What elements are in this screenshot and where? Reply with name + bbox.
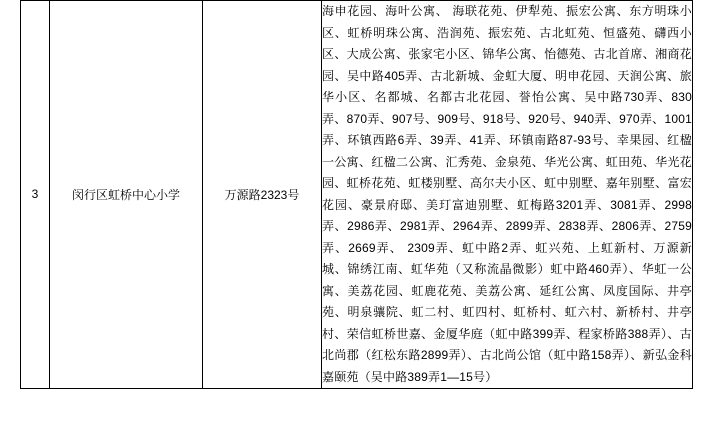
row-index-cell: 3 <box>21 1 50 389</box>
table-row <box>21 1 693 389</box>
enrollment-scope-cell <box>322 1 693 389</box>
school-name-cell: 闵行区虹桥中心小学 <box>50 1 203 389</box>
school-address-cell: 万源路2323号 <box>203 1 322 389</box>
school-enrollment-table <box>20 0 693 389</box>
table-body <box>21 1 693 389</box>
enrollment-scope-text: 海申花园、海叶公寓、 海联花苑、伊犁苑、振宏公寓、东方明珠小区、虹桥明珠公寓、浩润苑、振宏苑、古北虹苑、恒盛苑、礴西小区、大成公寓、张家宅小区、锦华公寓、怡德苑、古北首席、湘商花园、吴中路405弄、古北新城、金虹大厦、明申花园、天润公寓、旅华小区、名都城、名都古北花园、誉怡公寓、吴中路730弄、830弄、870弄、907号、909号、918号、920号、940弄、970弄、1001弄、环镇西路6弄、39弄、41弄、环镇南路87-93号、幸果园、红楹一公寓、红楹二公寓、汇秀苑、金泉苑、华光公寓、虹田苑、华光花园、虹桥花苑、虹楼别墅、高尔夫小区、虹中别墅、嘉年别墅、富宏花园、豪景府邸、美玎富迪别墅、虹梅路3201弄、3081弄、2998弄、2986弄、2981弄、2964弄、2899弄、2838弄、2806弄、2759弄、2669弄、 2309弄、虹中路2弄、虹兴苑、上虹新村、万源新城、锦绣江南、虹华苑（又称流晶微影）虹中路460弄）、华虹一公寓、美荔花园、虹鹿花苑、美荔公寓、延红公寓、凤度国际、井亭苑、明泉骧院、虹二村、虹四村、虹桥村、虹六村、新桥村、井亭村、荣信虹桥世嘉、金厦华庭（虹中路399弄、程家桥路388弄）、古北尚郡（红松东路2899弄）、古北尚公馆（虹中路158弄）、新弘金科嘉颐苑（吴中路389弄1—15号） <box>322 4 692 384</box>
